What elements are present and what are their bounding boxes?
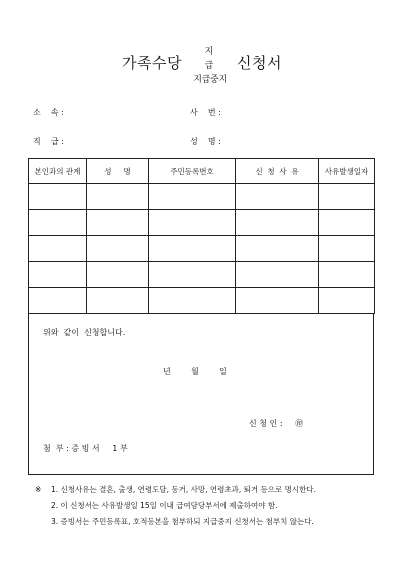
note-text: 1. 신청사유는 결혼, 출생, 연령도달, 동거, 사망, 연령초과, 퇴거 등으로 명시한다. bbox=[51, 485, 317, 494]
note-item bbox=[35, 482, 316, 498]
table-cell[interactable] bbox=[87, 288, 149, 314]
table-cell[interactable] bbox=[236, 236, 319, 262]
title-option-stack bbox=[187, 45, 233, 87]
applicant-signature-line: 신 청 인 : ㊞ bbox=[249, 419, 304, 428]
note-text: 2. 이 신청서는 사유발생일 15일 이내 급여담당부서에 제출하여야 함. bbox=[51, 501, 278, 510]
table-cell[interactable] bbox=[236, 184, 319, 210]
note-mark: ※ bbox=[35, 485, 42, 494]
family-members-table bbox=[28, 158, 375, 314]
header-relationship: 본인과의 관계 bbox=[29, 159, 87, 184]
table-cell[interactable] bbox=[29, 262, 87, 288]
table-cell[interactable] bbox=[236, 262, 319, 288]
table-header-row bbox=[29, 159, 375, 184]
table-row bbox=[29, 184, 375, 210]
table-cell[interactable] bbox=[149, 236, 236, 262]
table-cell[interactable] bbox=[87, 184, 149, 210]
table-cell[interactable] bbox=[236, 210, 319, 236]
table-cell[interactable] bbox=[149, 262, 236, 288]
table-cell[interactable] bbox=[29, 288, 87, 314]
table-cell[interactable] bbox=[29, 210, 87, 236]
date-line: 년 월 일 bbox=[163, 367, 227, 376]
note-item bbox=[35, 514, 316, 530]
table-cell[interactable] bbox=[87, 236, 149, 262]
field-rank: 직 급 : bbox=[33, 137, 64, 146]
title-option-suspension: 지급중지 bbox=[193, 75, 227, 85]
table-row bbox=[29, 262, 375, 288]
table-cell[interactable] bbox=[29, 184, 87, 210]
table-cell[interactable] bbox=[319, 262, 375, 288]
table-cell[interactable] bbox=[319, 210, 375, 236]
table-cell[interactable] bbox=[149, 288, 236, 314]
title-tail: 신청서 bbox=[237, 54, 282, 72]
header-occurrence-date: 사유발생일자 bbox=[319, 159, 375, 184]
header-reason: 신 청 사 유 bbox=[236, 159, 319, 184]
table-cell[interactable] bbox=[29, 236, 87, 262]
table-cell[interactable] bbox=[87, 210, 149, 236]
field-affiliation: 소 속 : bbox=[33, 108, 64, 117]
header-resident-number: 주민등록번호 bbox=[149, 159, 236, 184]
table-row bbox=[29, 288, 375, 314]
field-name: 성 명 : bbox=[190, 137, 221, 146]
table-cell[interactable] bbox=[149, 210, 236, 236]
notes-section bbox=[35, 482, 316, 530]
declaration-statement: 위와 같이 신청합니다. bbox=[43, 328, 126, 337]
table-cell[interactable] bbox=[87, 262, 149, 288]
header-name: 성 명 bbox=[87, 159, 149, 184]
note-item bbox=[35, 498, 316, 514]
declaration-box bbox=[28, 313, 374, 475]
attachment-line: 첨 부 : 증 빙 서 1 부 bbox=[43, 444, 128, 453]
table-row bbox=[29, 210, 375, 236]
title-option-payment: 지 급 bbox=[204, 47, 222, 71]
table-cell[interactable] bbox=[319, 288, 375, 314]
table-cell[interactable] bbox=[319, 236, 375, 262]
field-service-number: 사 번 : bbox=[190, 108, 221, 117]
title-main: 가족수당 bbox=[122, 54, 182, 72]
table-cell[interactable] bbox=[319, 184, 375, 210]
note-text: 3. 증빙서는 주민등록표, 호적등본을 첨부하되 지급중지 신청서는 첨부치 않는다. bbox=[51, 517, 314, 526]
table-cell[interactable] bbox=[149, 184, 236, 210]
form-title bbox=[0, 44, 400, 85]
table-cell[interactable] bbox=[236, 288, 319, 314]
table-row bbox=[29, 236, 375, 262]
